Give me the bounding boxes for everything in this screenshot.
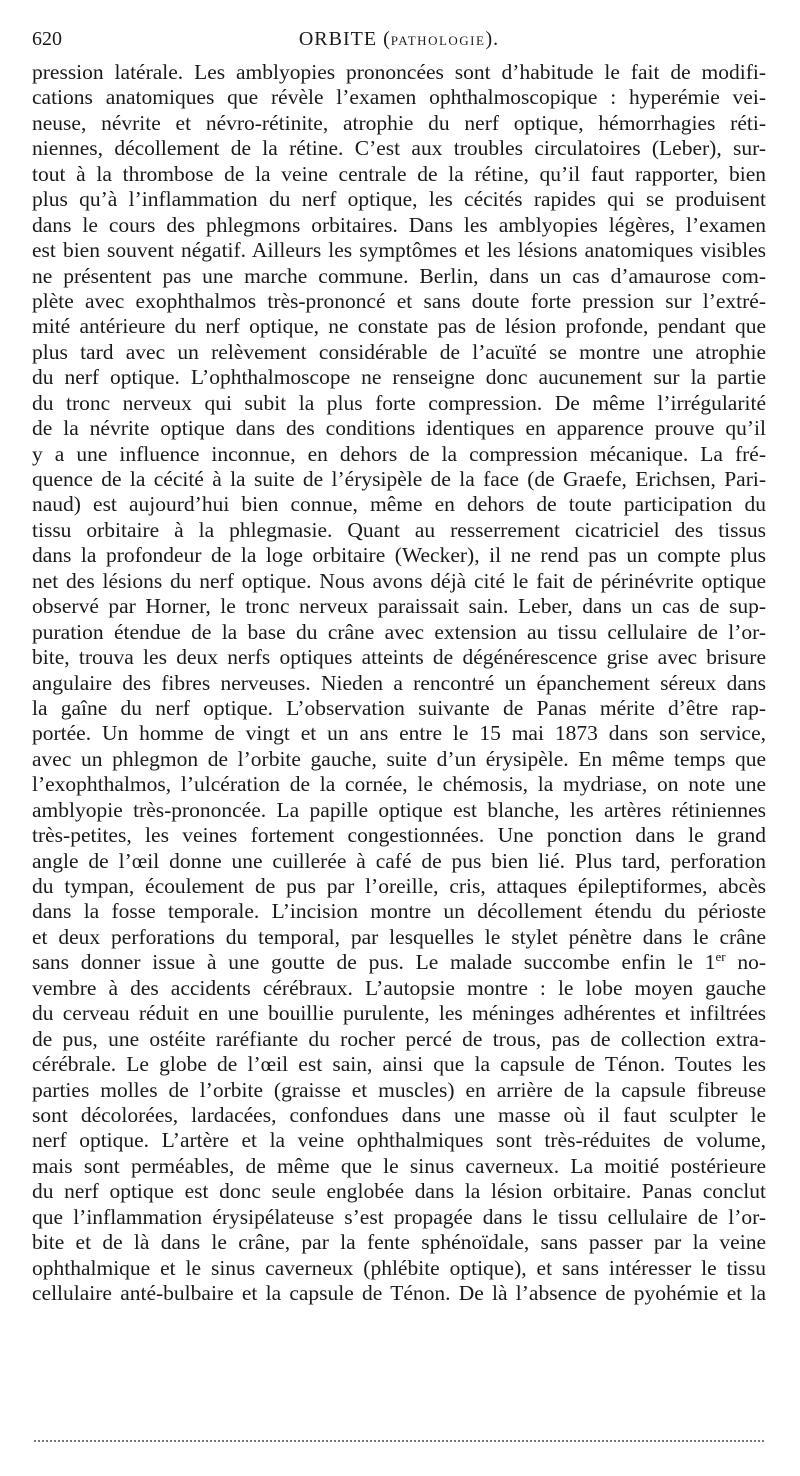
text-line: portée. Un homme de vingt et un ans entre le 15 mai 1873 dans son service, bbox=[32, 721, 766, 746]
text-line: du tronc nerveux qui subit la plus forte compression. De même l’irrégularité bbox=[32, 390, 766, 415]
footer-dotted-rule bbox=[34, 1440, 764, 1442]
text-line: ne présentent pas une marche commune. Berlin, dans un cas d’amaurose com- bbox=[32, 263, 766, 288]
text-line: cations anatomiques que révèle l’examen ophthalmoscopique : hyperémie vei- bbox=[32, 85, 766, 110]
running-head-main: ORBITE ( bbox=[298, 28, 391, 50]
page bbox=[32, 22, 766, 1306]
running-head-end: ). bbox=[485, 28, 500, 50]
text-line: nerf optique. L’artère et la veine ophthalmiques sont très-réduites de volume, bbox=[32, 1128, 766, 1153]
text-line: niennes, décollement de la rétine. C’est aux troubles circulatoires (Leber), sur- bbox=[32, 136, 766, 161]
text-line: est bien souvent négatif. Ailleurs les symptômes et les lésions anatomiques visibles bbox=[32, 238, 766, 263]
text-line: y a une influence inconnue, en dehors de la compression mécanique. La fré- bbox=[32, 441, 766, 466]
text-line: du cerveau réduit en une bouillie purulente, les méninges adhérentes et infiltrées bbox=[32, 1001, 766, 1026]
text-line: bite et de là dans le crâne, par la fente sphénoïdale, sans passer par la veine bbox=[32, 1230, 766, 1255]
text-line: neuse, névrite et névro-rétinite, atrophie du nerf optique, hémorrhagies réti- bbox=[32, 110, 766, 135]
text-line: puration étendue de la base du crâne avec extension au tissu cellulaire de l’or- bbox=[32, 619, 766, 644]
text-line-main: sans donner issue à une goutte de pus. Le malade succombe enfin le 1 bbox=[32, 950, 716, 975]
text-line: très-petites, les veines fortement congestionnées. Une ponction dans le grand bbox=[32, 823, 766, 848]
text-line: cérébrale. Le globe de l’œil est sain, ainsi que la capsule de Ténon. Toutes les bbox=[32, 1052, 766, 1077]
text-line: du tympan, écoulement de pus par l’oreille, cris, attaques épileptiformes, abcès bbox=[32, 874, 766, 898]
text-line: vembre à des accidents cérébraux. L’autopsie montre : le lobe moyen gauche bbox=[32, 975, 766, 1000]
text-line: du nerf optique est donc seule englobée dans la lésion orbitaire. Panas conclut bbox=[32, 1179, 766, 1204]
text-line: naud) est aujourd’hui bien connue, même en dehors de toute participation du bbox=[32, 492, 766, 517]
body-text bbox=[32, 60, 766, 1306]
page-header bbox=[32, 22, 766, 56]
text-line: dans la profondeur de la loge orbitaire (Wecker), il ne rend pas un compte plus bbox=[32, 543, 766, 568]
text-line: net des lésions du nerf optique. Nous avons déjà cité le fait de périnévrite optique bbox=[32, 568, 766, 593]
text-line: dans le cours des phlegmons orbitaires. Dans les amblyopies légères, l’examen bbox=[32, 212, 766, 237]
text-line: pression latérale. Les amblyopies prononcées sont d’habitude le fait de modifi- bbox=[32, 60, 766, 84]
text-line: angle de l’œil donne une cuillerée à café de pus bien lié. Plus tard, perforation bbox=[32, 848, 766, 873]
text-line: avec un phlegmon de l’orbite gauche, suite d’un érysipèle. En même temps que bbox=[32, 746, 766, 771]
running-head bbox=[32, 28, 766, 51]
text-line: la gaîne du nerf optique. L’observation suivante de Panas mérite d’être rap- bbox=[32, 695, 766, 720]
text-line: bite, trouva les deux nerfs optiques atteints de dégénérescence grise avec brisure bbox=[32, 645, 766, 670]
text-line: angulaire des fibres nerveuses. Nieden a rencontré un épanchement séreux dans bbox=[32, 670, 766, 695]
text-line: du nerf optique. L’ophthalmoscope ne renseigne donc aucunement sur la partie bbox=[32, 365, 766, 390]
superscript: er bbox=[715, 949, 726, 965]
page-number: 620 bbox=[32, 28, 62, 50]
text-line: observé par Horner, le tronc nerveux paraissait sain. Leber, dans un cas de sup- bbox=[32, 594, 766, 619]
text-line: cellulaire anté-bulbaire et la capsule de Ténon. De là l’absence de pyohémie et la bbox=[32, 1281, 766, 1305]
text-line: l’exophthalmos, l’ulcération de la cornée, le chémosis, la mydriase, on note une bbox=[32, 772, 766, 797]
text-line-tail: no- bbox=[725, 950, 767, 975]
text-line bbox=[32, 950, 766, 975]
text-line: amblyopie très-prononcée. La papille optique est blanche, les artères rétiniennes bbox=[32, 797, 766, 822]
text-line: mais sont perméables, de même que le sinus caverneux. La moitié postérieure bbox=[32, 1153, 766, 1178]
text-line: tout à la thrombose de la veine centrale de la rétine, qu’il faut rapporter, bien bbox=[32, 161, 766, 186]
text-line: mité antérieure du nerf optique, ne constate pas de lésion profonde, pendant que bbox=[32, 314, 766, 339]
text-line: plète avec exophthalmos très-prononcé et sans doute forte pression sur l’extré- bbox=[32, 288, 766, 313]
running-head-small: PATHOLOGIE bbox=[390, 33, 486, 48]
text-line: sont décolorées, lardacées, confondues dans une masse où il faut sculpter le bbox=[32, 1102, 766, 1127]
text-line: ophthalmique et le sinus caverneux (phlébite optique), et sans intéresser le tissu bbox=[32, 1255, 766, 1280]
text-line: plus qu’à l’inflammation du nerf optique, les cécités rapides qui se produisent bbox=[32, 187, 766, 212]
text-line: tissu orbitaire à la phlegmasie. Quant au resserrement cicatriciel des tissus bbox=[32, 517, 766, 542]
text-line: plus tard avec un relèvement considérable de l’acuïté se montre une atrophie bbox=[32, 339, 766, 364]
text-line: dans la fosse temporale. L’incision montre un décollement étendu du périoste bbox=[32, 899, 766, 924]
text-line: parties molles de l’orbite (graisse et muscles) en arrière de la capsule fibreuse bbox=[32, 1077, 766, 1102]
text-line: et deux perforations du temporal, par lesquelles le stylet pénètre dans le crâne bbox=[32, 924, 766, 949]
text-line: de pus, une ostéite raréfiante du rocher percé de trous, pas de collection extra- bbox=[32, 1026, 766, 1051]
text-line: de la névrite optique dans des conditions identiques en apparence prouve qu’il bbox=[32, 416, 766, 441]
text-line: que l’inflammation érysipélateuse s’est propagée dans le tissu cellulaire de l’or- bbox=[32, 1204, 766, 1229]
text-line: quence de la cécité à la suite de l’érysipèle de la face (de Graefe, Erichsen, Pari- bbox=[32, 467, 766, 491]
